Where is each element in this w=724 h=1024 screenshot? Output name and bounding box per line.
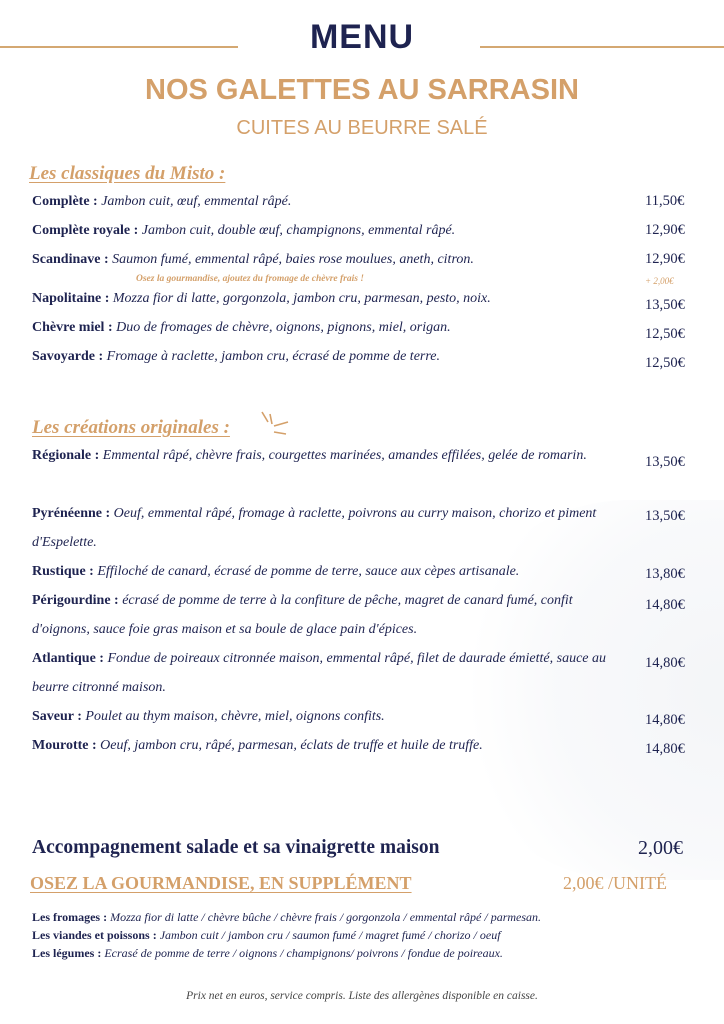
item-name: Scandinave : [32, 252, 109, 267]
item-price: 13,50€ [645, 454, 685, 470]
section-title: NOS GALETTES AU SARRASIN [145, 74, 579, 106]
item-name: Savoyarde : [32, 349, 104, 364]
supplement-line [32, 928, 692, 943]
item-name: Rustique : [32, 564, 94, 579]
item-description: Jambon cuit, œuf, emmental râpé. [97, 194, 292, 209]
item-description: Oeuf, jambon cru, râpé, parmesan, éclats de truffe et huile de truffe. [96, 738, 483, 753]
creations-heading: Les créations originales : [32, 417, 230, 438]
menu-item [32, 284, 632, 313]
menu-item [32, 586, 632, 644]
item-name: Complète : [32, 194, 98, 209]
menu-item [32, 499, 632, 557]
upsell-note: Osez la gourmandise, ajoutez du fromage de chèvre frais ! [136, 274, 364, 284]
menu-item [32, 441, 632, 470]
item-description: Saumon fumé, emmental râpé, baies rose moulues, aneth, citron. [108, 252, 474, 267]
item-description: Mozza fior di latte, gorgonzola, jambon cru, parmesan, pesto, noix. [109, 291, 491, 306]
sparkle-icon [258, 408, 290, 438]
menu-item [32, 644, 632, 702]
item-price: 14,80€ [645, 712, 685, 728]
item-name: Chèvre miel : [32, 320, 113, 335]
item-description: Fromage à raclette, jambon cru, écrasé de pomme de terre. [103, 349, 440, 364]
item-name: Pyrénéenne : [32, 506, 111, 521]
section-subtitle: CUITES AU BEURRE SALÉ [236, 117, 488, 139]
item-price: 13,50€ [645, 297, 685, 313]
page-title: MENU [309, 18, 415, 56]
menu-item [32, 216, 632, 245]
supplement-line [32, 910, 692, 925]
item-description: Emmental râpé, chèvre frais, courgettes marinées, amandes effilées, gelée de romarin. [99, 448, 587, 463]
item-price: 12,50€ [645, 326, 685, 342]
accompaniment-price: 2,00€ [638, 837, 683, 859]
item-name: Saveur : [32, 709, 82, 724]
item-name: Périgourdine : [32, 593, 119, 608]
item-price: 11,50€ [645, 193, 685, 209]
supplement-category: Les fromages : [32, 910, 108, 924]
supplement-category: Les viandes et poissons : [32, 928, 157, 942]
item-description: écrasé de pomme de terre à la confiture de pêche, magret de canard fumé, confit d'oignons, sauce foie gras maison et sa boule de glace pain d'épices. [32, 593, 573, 637]
menu-item [32, 245, 632, 274]
supplement-price: 2,00€ /UNITÉ [563, 873, 667, 893]
accompaniment-label: Accompagnement salade et sa vinaigrette maison [32, 837, 440, 858]
supplement-heading: OSEZ LA GOURMANDISE, EN SUPPLÉMENT [30, 873, 412, 893]
item-price: 13,50€ [645, 508, 685, 524]
item-description: Duo de fromages de chèvre, oignons, pignons, miel, origan. [112, 320, 451, 335]
item-description: Fondue de poireaux citronnée maison, emmental râpé, filet de daurade émietté, sauce au beurre citronné maison. [32, 651, 607, 695]
upsell-note-price: + 2,00€ [645, 276, 674, 286]
classiques-heading: Les classiques du Misto : [29, 163, 226, 184]
footer-note: Prix net en euros, service compris. Liste des allergènes disponible en caisse. [186, 990, 538, 1002]
item-price: 14,80€ [645, 741, 685, 757]
menu-item [32, 187, 632, 216]
item-name: Régionale : [32, 448, 100, 463]
menu-item [32, 702, 632, 731]
menu-item [32, 557, 632, 586]
menu-item [32, 731, 632, 760]
item-description: Oeuf, emmental râpé, fromage à raclette, poivrons au curry maison, chorizo et piment d'Espelette. [32, 506, 597, 550]
item-price: 13,80€ [645, 566, 685, 582]
item-description: Jambon cuit, double œuf, champignons, emmental râpé. [138, 223, 456, 238]
supplement-category: Les légumes : [32, 946, 102, 960]
item-price: 14,80€ [645, 655, 685, 671]
item-price: 12,90€ [645, 222, 685, 238]
item-description: Effiloché de canard, écrasé de pomme de terre, sauce aux cèpes artisanale. [93, 564, 520, 579]
item-price: 14,80€ [645, 597, 685, 613]
supplement-options: Mozza fior di latte / chèvre bûche / chèvre frais / gorgonzola / emmental râpé / parmesan. [107, 910, 542, 924]
item-price: 12,50€ [645, 355, 685, 371]
item-description: Poulet au thym maison, chèvre, miel, oignons confits. [81, 709, 385, 724]
menu-item [32, 313, 632, 342]
item-name: Mourotte : [32, 738, 97, 753]
supplement-options: Ecrasé de pomme de terre / oignons / champignons/ poivrons / fondue de poireaux. [101, 946, 503, 960]
menu-item [32, 342, 632, 371]
supplement-line [32, 946, 692, 961]
item-name: Napolitaine : [32, 291, 110, 306]
item-price: 12,90€ [645, 251, 685, 267]
item-name: Atlantique : [32, 651, 104, 666]
supplement-options: Jambon cuit / jambon cru / saumon fumé / magret fumé / chorizo / oeuf [156, 928, 501, 942]
item-name: Complète royale : [32, 223, 139, 238]
